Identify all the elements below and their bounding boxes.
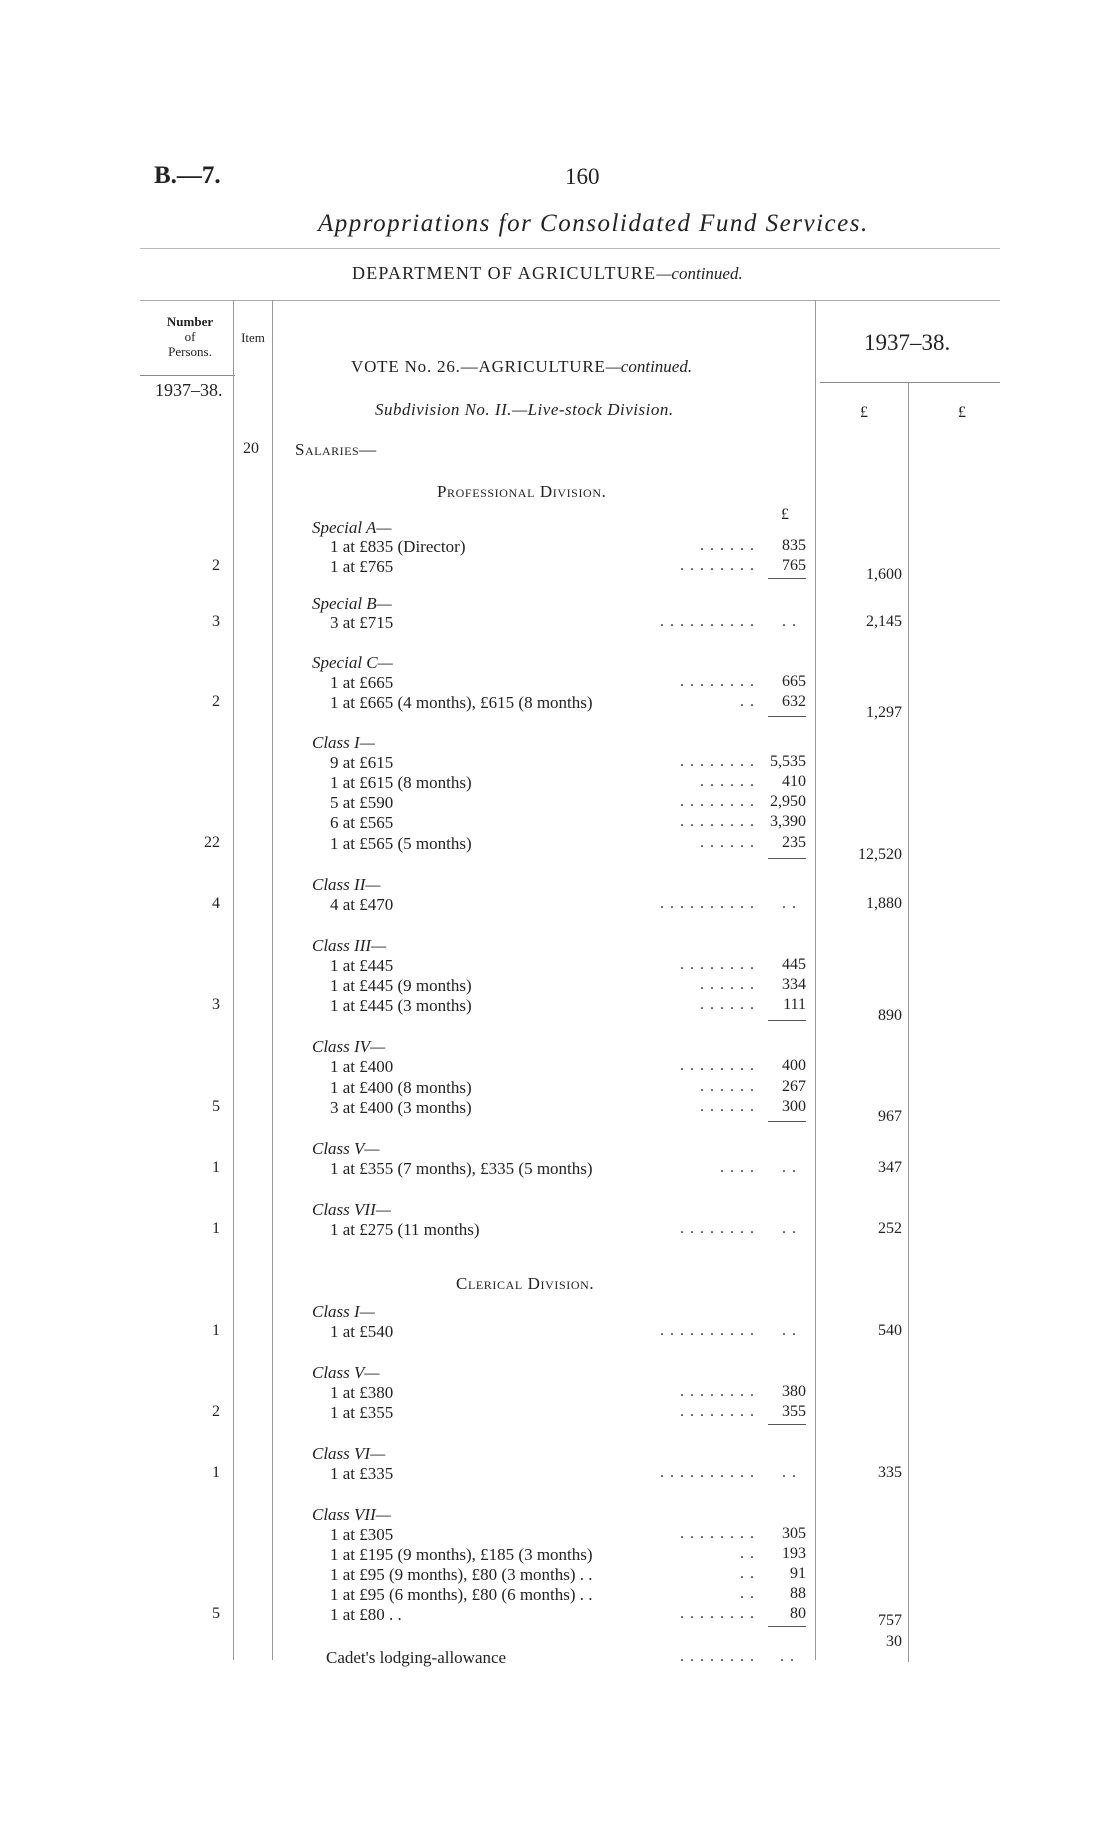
vote-suffix: —continued. <box>605 357 693 376</box>
total-value: 540 <box>878 1322 902 1339</box>
subtotal-rule <box>768 1626 806 1627</box>
amount-value: 410 <box>782 773 806 790</box>
amount-value: 665 <box>782 673 806 690</box>
salary-line: 1 at £80 . . <box>330 1605 402 1624</box>
class-label: Class I— <box>312 1302 375 1321</box>
leader-dots: . . . . . . . . <box>680 793 755 810</box>
leader-dots: . . . . . . . . <box>680 1220 755 1237</box>
leader-dots: . . <box>782 1159 797 1176</box>
class-label: Special A— <box>312 518 392 537</box>
persons-count: 1 <box>212 1322 220 1339</box>
leader-dots: . . <box>740 1545 755 1562</box>
subtotal-value: 30 <box>886 1633 902 1650</box>
persons-header-line-2: of <box>184 329 196 344</box>
subtotal-value: 967 <box>878 1108 902 1125</box>
salary-line: 1 at £305 <box>330 1525 394 1544</box>
leader-dots: . . . . . . . . . . <box>660 1464 755 1481</box>
salary-line: 1 at £400 (8 months) <box>330 1078 472 1097</box>
leader-dots: . . <box>740 1585 755 1602</box>
salary-line: 1 at £615 (8 months) <box>330 773 472 792</box>
persons-count: 22 <box>204 834 220 851</box>
amount-value: 3,390 <box>770 813 806 830</box>
leader-dots: . . . . . . . . <box>680 1383 755 1400</box>
clerical-division-heading: Clerical Division. <box>456 1274 595 1293</box>
title-rule <box>140 248 1000 249</box>
amount-value: 235 <box>782 834 806 851</box>
amount-value: 445 <box>782 956 806 973</box>
leader-dots: . . <box>782 1464 797 1481</box>
persons-count: 1 <box>212 1220 220 1237</box>
salary-line: 1 at £445 (3 months) <box>330 996 472 1015</box>
year-under-rule <box>820 382 1000 383</box>
salary-line: 1 at £565 (5 months) <box>330 834 472 853</box>
amount-value: 5,535 <box>770 753 806 770</box>
department-suffix: —continued. <box>656 264 743 283</box>
subtotal-rule <box>768 578 806 579</box>
leader-dots: . . . . . . . . <box>680 673 755 690</box>
table-top-rule <box>140 300 1000 301</box>
persons-count: 4 <box>212 895 220 912</box>
salary-line: 1 at £95 (9 months), £80 (3 months) . . <box>330 1565 593 1584</box>
salary-line: 1 at £835 (Director) <box>330 537 466 556</box>
leader-dots: . . . . . . . . <box>680 1605 755 1622</box>
page-title: Appropriations for Consolidated Fund Services. <box>318 210 869 237</box>
pound-header-col1: £ <box>860 404 868 421</box>
department-name: DEPARTMENT OF AGRICULTURE <box>352 263 657 283</box>
subtotal-value: 890 <box>878 1007 902 1024</box>
persons-header-line-1: Number <box>166 314 214 329</box>
salary-line: 3 at £715 <box>330 613 394 632</box>
item-number: 20 <box>243 440 259 457</box>
salary-line: 1 at £380 <box>330 1383 394 1402</box>
salary-line: 1 at £445 (9 months) <box>330 976 472 995</box>
persons-count: 5 <box>212 1605 220 1622</box>
persons-under-rule <box>140 375 235 376</box>
leader-dots: . . <box>782 613 797 630</box>
amount-value: 88 <box>790 1585 806 1602</box>
amount-value: 305 <box>782 1525 806 1542</box>
persons-header-line-3: Persons. <box>168 344 212 359</box>
class-label: Class VI— <box>312 1444 386 1463</box>
salary-line: 5 at £590 <box>330 793 394 812</box>
leader-dots: . . . . . . . . <box>680 1525 755 1542</box>
salary-line: 1 at £275 (11 months) <box>330 1220 480 1239</box>
leader-dots: . . . . . . . . <box>680 1057 755 1074</box>
document-reference: B.—7. <box>154 162 221 189</box>
persons-count: 2 <box>212 693 220 710</box>
subtotal-value: 757 <box>878 1612 902 1629</box>
subtotal-rule <box>768 1020 806 1021</box>
professional-division-heading: Professional Division. <box>437 482 607 501</box>
salary-line: 1 at £195 (9 months), £185 (3 months) <box>330 1545 593 1564</box>
leader-dots: . . . . . . . . <box>680 1648 755 1665</box>
persons-count: 3 <box>212 996 220 1013</box>
item-column-rule <box>272 300 273 1660</box>
class-label: Class V— <box>312 1363 380 1382</box>
amount-value: 2,950 <box>770 793 806 810</box>
leader-dots: . . . . . . <box>700 996 755 1013</box>
amount-value: 193 <box>782 1545 806 1562</box>
salary-line: 4 at £470 <box>330 895 394 914</box>
year-right-header: 1937–38. <box>864 330 951 355</box>
salary-line: 1 at £355 <box>330 1403 394 1422</box>
leader-dots: . . <box>740 693 755 710</box>
subtotal-rule <box>768 1424 806 1425</box>
leader-dots: . . . . . . . . <box>680 956 755 973</box>
persons-count: 5 <box>212 1098 220 1115</box>
page-number: 160 <box>565 164 600 189</box>
class-label: Class IV— <box>312 1037 386 1056</box>
amount-value: 632 <box>782 693 806 710</box>
total-value: 347 <box>878 1159 902 1176</box>
leader-dots: . . . . . . . . . . <box>660 895 755 912</box>
salary-line: 1 at £540 <box>330 1322 394 1341</box>
leader-dots: . . . . . . . . . . <box>660 1322 755 1339</box>
leader-dots: . . . . . . <box>700 773 755 790</box>
persons-column-rule <box>233 300 234 1660</box>
salary-line: 1 at £765 <box>330 557 394 576</box>
amount-value: 400 <box>782 1057 806 1074</box>
persons-count: 2 <box>212 1403 220 1420</box>
amount-value: 355 <box>782 1403 806 1420</box>
leader-dots: . . . . . . . . <box>680 753 755 770</box>
subtotal-value: 1,600 <box>866 566 902 583</box>
item-header: Item <box>241 330 265 345</box>
total-value: 252 <box>878 1220 902 1237</box>
salaries-heading: Salaries— <box>295 440 377 459</box>
salary-line: 9 at £615 <box>330 753 394 772</box>
amount-value: 300 <box>782 1098 806 1115</box>
amount-value: 380 <box>782 1383 806 1400</box>
salary-line: 1 at £665 <box>330 673 394 692</box>
amount-value: 267 <box>782 1078 806 1095</box>
subtotal-rule <box>768 1121 806 1122</box>
amount-value: 80 <box>790 1605 806 1622</box>
leader-dots: . . . . . . <box>700 834 755 851</box>
year-left-header: 1937–38. <box>155 380 223 400</box>
leader-dots: . . . . . . . . <box>680 813 755 830</box>
class-label: Class II— <box>312 875 381 894</box>
subtotal-value: 1,297 <box>866 704 902 721</box>
amount-value: 765 <box>782 557 806 574</box>
vote-heading <box>351 357 692 377</box>
subtotal-rule <box>768 716 806 717</box>
total-value: 335 <box>878 1464 902 1481</box>
class-label: Class V— <box>312 1139 380 1158</box>
leader-dots: . . . . . . <box>700 1098 755 1115</box>
salary-line: 1 at £95 (6 months), £80 (6 months) . . <box>330 1585 593 1604</box>
persons-count: 3 <box>212 613 220 630</box>
total-value: 2,145 <box>866 613 902 630</box>
salary-line: 1 at £355 (7 months), £335 (5 months) <box>330 1159 593 1178</box>
salary-line: 1 at £335 <box>330 1464 394 1483</box>
persons-count: 1 <box>212 1159 220 1176</box>
persons-count: 1 <box>212 1464 220 1481</box>
salary-line: 1 at £445 <box>330 956 394 975</box>
class-label: Class VII— <box>312 1200 391 1219</box>
leader-dots: . . . . <box>720 1159 755 1176</box>
leader-dots: . . . . . . . . <box>680 557 755 574</box>
amount-value: 835 <box>782 537 806 554</box>
salary-line: 1 at £665 (4 months), £615 (8 months) <box>330 693 593 712</box>
leader-dots: . . <box>782 1322 797 1339</box>
leader-dots: . . . . . . . . <box>680 1403 755 1420</box>
subtotal-value: 12,520 <box>858 846 902 863</box>
total-value: 1,880 <box>866 895 902 912</box>
salary-line: 1 at £400 <box>330 1057 394 1076</box>
subtotal-rule <box>768 858 806 859</box>
leader-dots: . . . . . . . . . . <box>660 613 755 630</box>
subdivision-heading: Subdivision No. II.—Live-stock Division. <box>375 400 674 419</box>
salary-line: 6 at £565 <box>330 813 394 832</box>
leader-dots: . . <box>782 1220 797 1237</box>
class-label: Class I— <box>312 733 375 752</box>
pound-header-col2: £ <box>958 404 966 421</box>
class-label: Special C— <box>312 653 393 672</box>
amount-value: 111 <box>783 996 806 1013</box>
leader-dots: . . . . . . <box>700 537 755 554</box>
total-column-rule <box>908 382 909 1662</box>
leader-dots: . . <box>780 1648 795 1665</box>
leader-dots: . . . . . . <box>700 976 755 993</box>
amount-column-rule <box>815 300 816 1660</box>
class-label: Special B— <box>312 594 392 613</box>
class-label: Class III— <box>312 936 387 955</box>
amount-value: 91 <box>790 1565 806 1582</box>
salary-line: Cadet's lodging-allowance <box>326 1648 507 1667</box>
number-of-persons-header <box>150 314 230 359</box>
class-label: Class VII— <box>312 1505 391 1524</box>
leader-dots: . . <box>782 895 797 912</box>
leader-dots: . . <box>740 1565 755 1582</box>
pound-sign: £ <box>781 506 789 523</box>
vote-name: VOTE No. 26.—AGRICULTURE <box>351 357 606 376</box>
amount-value: 334 <box>782 976 806 993</box>
leader-dots: . . . . . . <box>700 1078 755 1095</box>
persons-count: 2 <box>212 557 220 574</box>
department-heading <box>352 263 743 284</box>
salary-line: 3 at £400 (3 months) <box>330 1098 472 1117</box>
